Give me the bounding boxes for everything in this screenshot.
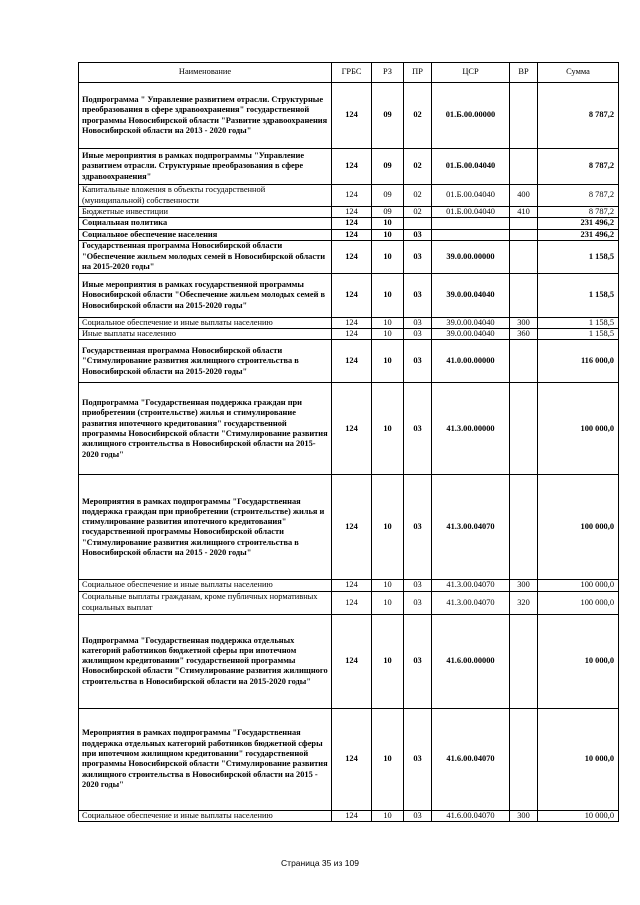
cell-vr [510, 383, 538, 475]
cell-grbs: 124 [332, 185, 372, 207]
cell-csr: 41.3.00.04070 [432, 591, 510, 614]
table-row [79, 580, 619, 591]
cell-sum: 116 000,0 [538, 340, 619, 383]
cell-rz: 10 [372, 708, 404, 810]
table-row [79, 240, 619, 273]
cell-vr: 320 [510, 591, 538, 614]
table-row [79, 329, 619, 340]
cell-csr: 41.0.00.00000 [432, 340, 510, 383]
cell-rz: 10 [372, 340, 404, 383]
cell-name: Государственная программа Новосибирской области "Стимулирование развития жилищного строительства в Новосибирской области на 2015-2020 годы" [79, 340, 332, 383]
cell-name: Социальные выплаты гражданам, кроме публичных нормативных социальных выплат [79, 591, 332, 614]
cell-vr: 300 [510, 810, 538, 821]
cell-csr: 41.3.00.00000 [432, 383, 510, 475]
cell-pr: 03 [404, 317, 432, 328]
cell-grbs: 124 [332, 317, 372, 328]
table-header-row [79, 63, 619, 83]
cell-rz: 10 [372, 329, 404, 340]
cell-csr: 39.0.00.04040 [432, 329, 510, 340]
cell-sum: 10 000,0 [538, 708, 619, 810]
cell-pr: 03 [404, 229, 432, 240]
cell-sum: 8 787,2 [538, 207, 619, 218]
cell-pr: 03 [404, 810, 432, 821]
cell-name: Иные мероприятия в рамках государственной программы Новосибирской области "Обеспечение жильем молодых семей в Новосибирской области на 2015-2020 годы" [79, 273, 332, 317]
cell-vr [510, 240, 538, 273]
header-pr: ПР [404, 63, 432, 83]
cell-vr [510, 708, 538, 810]
cell-pr [404, 218, 432, 229]
cell-name: Государственная программа Новосибирской области "Обеспечение жильем молодых семей в Новосибирской области на 2015-2020 годы" [79, 240, 332, 273]
cell-sum: 1 158,5 [538, 329, 619, 340]
cell-vr [510, 229, 538, 240]
table-row [79, 185, 619, 207]
table-row [79, 340, 619, 383]
cell-rz: 10 [372, 273, 404, 317]
cell-pr: 03 [404, 708, 432, 810]
cell-rz: 10 [372, 218, 404, 229]
cell-name: Социальная политика [79, 218, 332, 229]
cell-grbs: 124 [332, 475, 372, 580]
cell-rz: 10 [372, 240, 404, 273]
cell-vr [510, 83, 538, 149]
cell-vr: 300 [510, 580, 538, 591]
cell-grbs: 124 [332, 229, 372, 240]
cell-grbs: 124 [332, 383, 372, 475]
cell-vr [510, 218, 538, 229]
cell-grbs: 124 [332, 149, 372, 185]
table-row [79, 810, 619, 821]
table-row [79, 83, 619, 149]
header-sum: Сумма [538, 63, 619, 83]
table-row [79, 207, 619, 218]
cell-grbs: 124 [332, 207, 372, 218]
cell-csr [432, 229, 510, 240]
table-row [79, 218, 619, 229]
cell-pr: 03 [404, 273, 432, 317]
cell-sum: 100 000,0 [538, 475, 619, 580]
cell-rz: 10 [372, 810, 404, 821]
cell-sum: 1 158,5 [538, 240, 619, 273]
cell-sum: 231 496,2 [538, 218, 619, 229]
cell-vr: 300 [510, 317, 538, 328]
cell-sum: 1 158,5 [538, 273, 619, 317]
cell-csr: 41.3.00.04070 [432, 580, 510, 591]
cell-csr: 41.3.00.04070 [432, 475, 510, 580]
cell-name: Мероприятия в рамках подпрограммы "Государственная поддержка отдельных категорий работников бюджетной сферы при ипотечном жилищном кредитовании" государственной программы Новосибирской области "Стимулирование развития жилищного строительства в Новосибирской области на 2015 - 2020 годы" [79, 708, 332, 810]
cell-csr: 39.0.00.04040 [432, 273, 510, 317]
cell-csr: 01.Б.00.04040 [432, 207, 510, 218]
cell-grbs: 124 [332, 329, 372, 340]
cell-rz: 10 [372, 383, 404, 475]
cell-csr: 41.6.00.00000 [432, 614, 510, 708]
cell-name: Социальное обеспечение и иные выплаты населению [79, 810, 332, 821]
cell-pr: 02 [404, 207, 432, 218]
cell-grbs: 124 [332, 83, 372, 149]
cell-rz: 10 [372, 580, 404, 591]
cell-csr: 39.0.00.04040 [432, 317, 510, 328]
cell-pr: 03 [404, 329, 432, 340]
cell-pr: 03 [404, 475, 432, 580]
cell-rz: 09 [372, 149, 404, 185]
cell-pr: 03 [404, 383, 432, 475]
table-row [79, 317, 619, 328]
header-csr: ЦСР [432, 63, 510, 83]
header-grbs: ГРБС [332, 63, 372, 83]
cell-csr: 01.Б.00.04040 [432, 149, 510, 185]
cell-csr: 41.6.00.04070 [432, 708, 510, 810]
table-row [79, 591, 619, 614]
cell-rz: 10 [372, 229, 404, 240]
cell-vr [510, 614, 538, 708]
cell-name: Подпрограмма " Управление развитием отрасли. Структурные преобразования в сфере здравоохранения" государственной программы Новосибирской области "Развитие здравоохранения Новосибирской области на 2013 - 2020 годы" [79, 83, 332, 149]
cell-csr: 39.0.00.00000 [432, 240, 510, 273]
header-vr: ВР [510, 63, 538, 83]
cell-name: Социальное обеспечение и иные выплаты населению [79, 580, 332, 591]
cell-rz: 10 [372, 614, 404, 708]
cell-sum: 10 000,0 [538, 614, 619, 708]
cell-name: Подпрограмма "Государственная поддержка отдельных категорий работников бюджетной сферы при ипотечном жилищном кредитовании" государственной программы Новосибирской области "Стимулирование развития жилищного строительства в Новосибирской области на 2015-2020 годы" [79, 614, 332, 708]
cell-pr: 02 [404, 185, 432, 207]
cell-sum: 100 000,0 [538, 591, 619, 614]
cell-vr [510, 149, 538, 185]
cell-pr: 02 [404, 149, 432, 185]
cell-csr: 41.6.00.04070 [432, 810, 510, 821]
cell-sum: 100 000,0 [538, 580, 619, 591]
cell-csr: 01.Б.00.04040 [432, 185, 510, 207]
cell-pr: 02 [404, 83, 432, 149]
cell-name: Капитальные вложения в объекты государственной (муниципальной) собственности [79, 185, 332, 207]
table-row [79, 383, 619, 475]
cell-rz: 10 [372, 317, 404, 328]
cell-grbs: 124 [332, 580, 372, 591]
cell-grbs: 124 [332, 340, 372, 383]
cell-sum: 100 000,0 [538, 383, 619, 475]
cell-name: Мероприятия в рамках подпрограммы "Государственная поддержка граждан при приобретении (строительстве) жилья и стимулирование развития ипотечного кредитования" государственной программы Новосибирской области "Стимулирование развития жилищного строительства в Новосибирской области на 2015 - 2020 годы" [79, 475, 332, 580]
cell-vr [510, 273, 538, 317]
table-row [79, 614, 619, 708]
cell-pr: 03 [404, 580, 432, 591]
cell-grbs: 124 [332, 218, 372, 229]
cell-rz: 09 [372, 185, 404, 207]
cell-vr: 410 [510, 207, 538, 218]
cell-csr [432, 218, 510, 229]
cell-sum: 231 496,2 [538, 229, 619, 240]
cell-name: Социальное обеспечение и иные выплаты населению [79, 317, 332, 328]
cell-sum: 8 787,2 [538, 83, 619, 149]
cell-csr: 01.Б.00.00000 [432, 83, 510, 149]
cell-rz: 09 [372, 207, 404, 218]
cell-vr: 360 [510, 329, 538, 340]
cell-pr: 03 [404, 591, 432, 614]
cell-pr: 03 [404, 614, 432, 708]
cell-rz: 10 [372, 475, 404, 580]
table-row [79, 229, 619, 240]
cell-sum: 8 787,2 [538, 185, 619, 207]
cell-vr [510, 340, 538, 383]
cell-sum: 1 158,5 [538, 317, 619, 328]
cell-name: Иные выплаты населению [79, 329, 332, 340]
cell-grbs: 124 [332, 614, 372, 708]
table-row [79, 708, 619, 810]
page-number: Страница 35 из 109 [281, 858, 359, 868]
table-row [79, 273, 619, 317]
cell-vr: 400 [510, 185, 538, 207]
cell-grbs: 124 [332, 273, 372, 317]
cell-name: Иные мероприятия в рамках подпрограммы "Управление развитием отрасли. Структурные преобразования в сфере здравоохранения" [79, 149, 332, 185]
header-name: Наименование [79, 63, 332, 83]
cell-grbs: 124 [332, 708, 372, 810]
budget-table [78, 62, 619, 822]
cell-rz: 09 [372, 83, 404, 149]
cell-name: Подпрограмма "Государственная поддержка граждан при приобретении (строительстве) жилья и стимулирование развития ипотечного кредитования" государственной программы Новосибирской области "Стимулирование развития жилищного строительства в Новосибирской области на 2015-2020 годы" [79, 383, 332, 475]
cell-grbs: 124 [332, 240, 372, 273]
cell-rz: 10 [372, 591, 404, 614]
table-row [79, 149, 619, 185]
cell-vr [510, 475, 538, 580]
cell-pr: 03 [404, 240, 432, 273]
table-row [79, 475, 619, 580]
header-rz: РЗ [372, 63, 404, 83]
cell-name: Социальное обеспечение населения [79, 229, 332, 240]
cell-sum: 8 787,2 [538, 149, 619, 185]
cell-sum: 10 000,0 [538, 810, 619, 821]
cell-name: Бюджетные инвестиции [79, 207, 332, 218]
cell-grbs: 124 [332, 810, 372, 821]
cell-grbs: 124 [332, 591, 372, 614]
cell-pr: 03 [404, 340, 432, 383]
